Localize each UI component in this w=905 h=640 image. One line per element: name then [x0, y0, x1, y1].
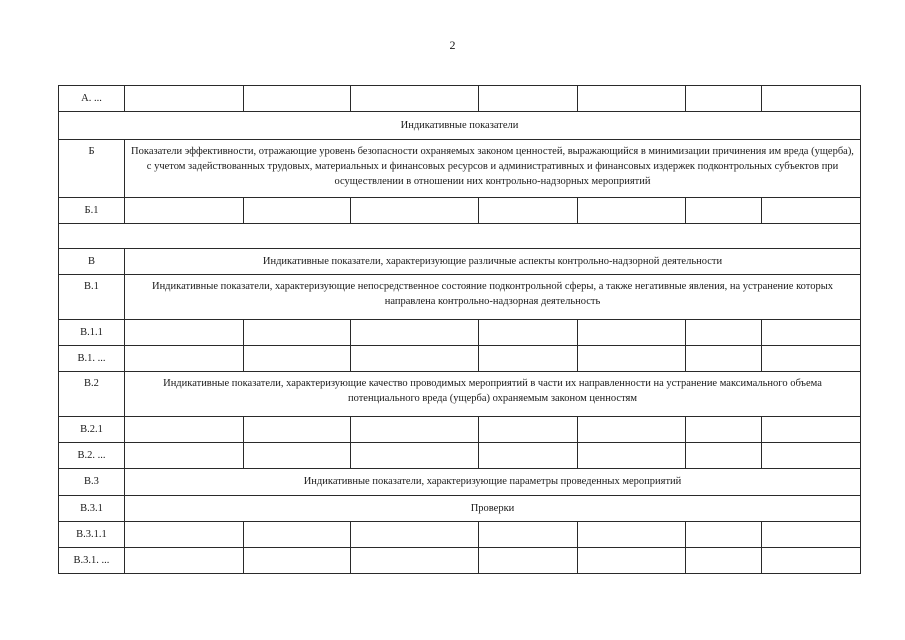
empty-cell	[686, 346, 762, 372]
empty-cell	[351, 320, 479, 346]
empty-cell	[762, 86, 861, 112]
table-row	[59, 86, 861, 112]
empty-cell	[244, 522, 351, 548]
empty-cell	[578, 86, 686, 112]
row-description: Индикативные показатели, характеризующие параметры проведенных мероприятий	[125, 469, 861, 496]
empty-cell	[686, 320, 762, 346]
table-row	[59, 140, 861, 198]
row-code: В.2. ...	[59, 443, 125, 469]
table-row	[59, 249, 861, 275]
empty-cell	[479, 522, 578, 548]
table-row	[59, 112, 861, 140]
empty-cell	[479, 443, 578, 469]
empty-cell	[686, 417, 762, 443]
empty-cell	[479, 320, 578, 346]
row-code: В.1.1	[59, 320, 125, 346]
empty-cell	[244, 86, 351, 112]
empty-cell	[686, 443, 762, 469]
empty-cell	[762, 346, 861, 372]
empty-cell	[578, 198, 686, 224]
table-row	[59, 548, 861, 574]
row-code: А. ...	[59, 86, 125, 112]
table-row	[59, 346, 861, 372]
empty-cell	[125, 443, 244, 469]
empty-cell	[686, 86, 762, 112]
empty-cell	[578, 548, 686, 574]
empty-cell	[125, 417, 244, 443]
row-code: В.1	[59, 275, 125, 320]
indicators-table	[58, 85, 861, 574]
empty-cell	[762, 198, 861, 224]
empty-cell	[762, 548, 861, 574]
empty-cell	[686, 198, 762, 224]
row-description: Индикативные показатели, характеризующие различные аспекты контрольно-надзорной деятельности	[125, 249, 861, 275]
empty-cell	[125, 86, 244, 112]
empty-cell	[244, 417, 351, 443]
empty-cell	[479, 417, 578, 443]
row-code: Б	[59, 140, 125, 198]
row-description: Индикативные показатели, характеризующие качество проводимых мероприятий в части их направленности на устранение максимального объема потенциального вреда (ущерба) охраняемым законом ценностям	[125, 372, 861, 417]
empty-cell	[479, 198, 578, 224]
table-row	[59, 198, 861, 224]
table-row	[59, 469, 861, 496]
empty-cell	[351, 522, 479, 548]
row-code: В.3.1. ...	[59, 548, 125, 574]
empty-cell	[762, 443, 861, 469]
empty-cell	[351, 417, 479, 443]
empty-cell	[244, 346, 351, 372]
empty-cell	[578, 417, 686, 443]
row-code: В.2	[59, 372, 125, 417]
empty-cell	[686, 548, 762, 574]
empty-cell	[479, 548, 578, 574]
empty-cell	[351, 443, 479, 469]
empty-cell	[351, 198, 479, 224]
row-code: В.3.1.1	[59, 522, 125, 548]
empty-cell	[125, 548, 244, 574]
row-description: Индикативные показатели, характеризующие непосредственное состояние подконтрольной сферы, а также негативные явления, на устранение которых направлена контрольно-надзорная деятельность	[125, 275, 861, 320]
row-code: В.1. ...	[59, 346, 125, 372]
empty-cell	[244, 548, 351, 574]
empty-cell	[686, 522, 762, 548]
empty-cell	[125, 198, 244, 224]
empty-cell	[578, 346, 686, 372]
empty-cell	[351, 548, 479, 574]
empty-cell	[244, 443, 351, 469]
row-description: Проверки	[125, 496, 861, 522]
empty-row	[59, 224, 861, 249]
page-number: 2	[449, 38, 456, 52]
table-row	[59, 496, 861, 522]
table-row	[59, 417, 861, 443]
empty-cell	[244, 198, 351, 224]
table-row	[59, 320, 861, 346]
table-row	[59, 224, 861, 249]
empty-cell	[578, 320, 686, 346]
table-row	[59, 275, 861, 320]
row-description: Показатели эффективности, отражающие уровень безопасности охраняемых законом ценностей, выражающийся в минимизации причинения им вреда (ущерба), с учетом задействованных трудовых, материальных и финансовых ресурсов и административных и финансовых издержек подконтрольных субъектов при осуществлении в отношении них контрольно-надзорных мероприятий	[125, 140, 861, 198]
section-heading: Индикативные показатели	[59, 112, 861, 140]
empty-cell	[244, 320, 351, 346]
empty-cell	[125, 346, 244, 372]
row-code: В.2.1	[59, 417, 125, 443]
empty-cell	[762, 417, 861, 443]
empty-cell	[578, 522, 686, 548]
empty-cell	[578, 443, 686, 469]
table-row	[59, 522, 861, 548]
row-code: В.3	[59, 469, 125, 496]
row-code: Б.1	[59, 198, 125, 224]
empty-cell	[479, 86, 578, 112]
empty-cell	[762, 522, 861, 548]
empty-cell	[351, 86, 479, 112]
table-row	[59, 372, 861, 417]
table-row	[59, 443, 861, 469]
empty-cell	[351, 346, 479, 372]
empty-cell	[125, 522, 244, 548]
row-code: В	[59, 249, 125, 275]
empty-cell	[762, 320, 861, 346]
empty-cell	[479, 346, 578, 372]
row-code: В.3.1	[59, 496, 125, 522]
empty-cell	[125, 320, 244, 346]
